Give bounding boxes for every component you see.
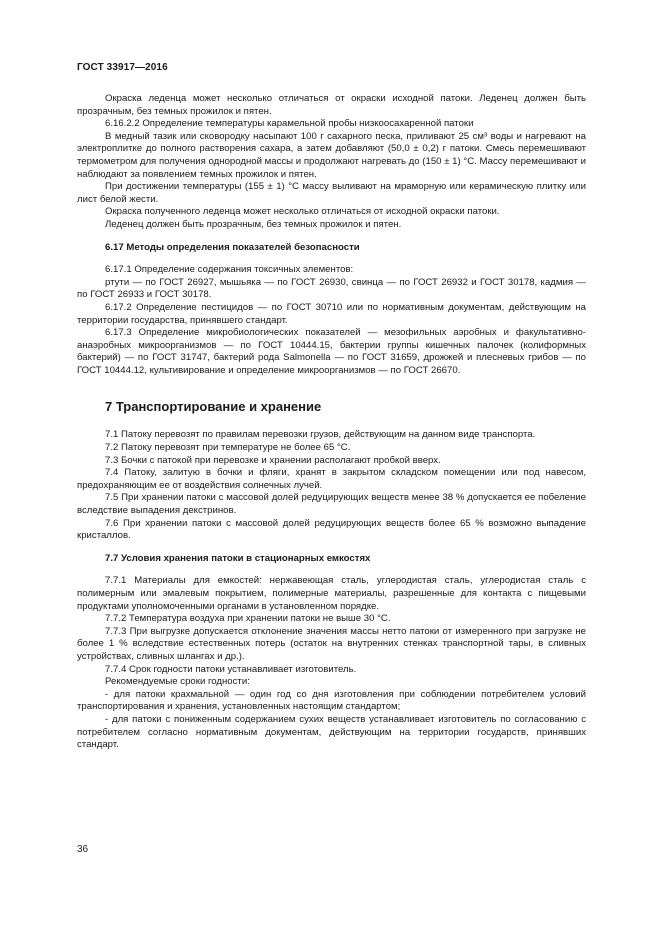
paragraph: 6.17.2 Определение пестицидов — по ГОСТ 30710 или по нормативным документам, действующим на территории государства, принявшего стандарт. [77, 301, 586, 326]
paragraph: 6.16.2.2 Определение температуры карамельной пробы низкоосахаренной патоки [105, 118, 474, 130]
paragraph: 7.7.3 При выгрузке допускается отклонение значения массы нетто патоки от измеренного при загрузке не более 1 % вследствие естественных потерь (остаток на внутренних стенках транспортной тары, в сливных устройствах, сливных шлангах и др.). [77, 625, 586, 662]
section-heading: 6.17 Методы определения показателей безопасности [105, 241, 360, 253]
paragraph: 7.1 Патоку перевозят по правилам перевозки грузов, действующим на данном виде транспорта. [105, 429, 536, 441]
paragraph: 7.2 Патоку перевозят при температуре не более 65 °С. [105, 442, 351, 454]
paragraph: Рекомендуемые сроки годности: [105, 676, 250, 688]
paragraph: В медный тазик или сковородку насыпают 100 г сахарного песка, приливают 25 см³ воды и нагревают на электроплитке до полного растворения сахара, а затем добавляют (50,0 ± 0,2) г патоки. Смесь перемешивают термометром для получения однородной массы и продолжают нагревать до (150 ± 1) °С. Массу перемешивают и наблюдают за появлением темных прожилок и пятен. [77, 130, 586, 180]
document-body [77, 93, 586, 752]
paragraph: ртути — по ГОСТ 26927, мышьяка — по ГОСТ 26930, свинца — по ГОСТ 26932 и ГОСТ 30178, кадмия — по ГОСТ 26933 и ГОСТ 30178. [77, 276, 586, 301]
paragraph: 7.5 При хранении патоки с массовой долей редуцирующих веществ менее 38 % допускается ее побеление вследствие выпадения декстринов. [77, 492, 586, 517]
section-heading: 7.7 Условия хранения патоки в стационарных емкостях [105, 552, 371, 564]
paragraph: 7.7.1 Материалы для емкостей: нержавеющая сталь, углеродистая сталь, углеродистая сталь с полимерным или эмалевым покрытием, полимерные материалы, разрешенные для контакта с пищевыми продуктами уполномоченными органами в установленном порядке. [77, 575, 586, 612]
chapter-heading: 7 Транспортирование и хранение [105, 399, 322, 415]
document-header: ГОСТ 33917—2016 [77, 62, 168, 73]
paragraph: 7.6 При хранении патоки с массовой долей редуцирующих веществ более 65 % возможно выпадение кристаллов. [77, 517, 586, 542]
paragraph: Окраска полученного леденца может несколько отличаться от исходной окраски патоки. [105, 206, 500, 218]
paragraph: - для патоки с пониженным содержанием сухих веществ устанавливает изготовитель по согласованию с потребителем согласно нормативным документам, действующим на территории государств, принявших стандарт. [77, 713, 586, 751]
paragraph: 7.3 Бочки с патокой при перевозке и хранении располагают пробкой вверх. [105, 454, 441, 466]
paragraph: 7.4 Патоку, залитую в бочки и фляги, хранят в закрытом складском помещении или под навесом, предохраняющим ее от воздействия солнечных лучей. [77, 467, 586, 491]
paragraph: - для патоки крахмальной — один год со дня изготовления при соблюдении потребителем условий транспортирования и хранения, установленных настоящим стандартом; [77, 688, 586, 713]
paragraph: 6.17.1 Определение содержания токсичных элементов: [105, 264, 354, 276]
page-number: 36 [77, 844, 89, 855]
paragraph: 7.7.4 Срок годности патоки устанавливает изготовитель. [105, 663, 357, 675]
paragraph: При достижении температуры (155 ± 1) °С массу выливают на мраморную или керамическую плитку или лист белой жести. [77, 181, 586, 205]
paragraph: 6.17.3 Определение микробиологических показателей — мезофильных аэробных и факультативно-анаэробных микроорганизмов — по ГОСТ 10444.15, бактерии группы кишечных палочек (колиформных бактерий) — по ГОСТ 31747, бактерий рода Salmonella — по ГОСТ 31659, дрожжей и плесневых грибов — по ГОСТ 10444.12, культивирование и определение микроорганизмов — по ГОСТ 26670. [77, 327, 586, 376]
paragraph: 7.7.2 Температура воздуха при хранении патоки не выше 30 °С. [105, 613, 391, 625]
paragraph: Окраска леденца может несколько отличаться от окраски исходной патоки. Леденец должен быть прозрачным, без темных прожилок и пятен. [77, 93, 586, 117]
paragraph: Леденец должен быть прозрачным, без темных прожилок и пятен. [105, 218, 402, 230]
